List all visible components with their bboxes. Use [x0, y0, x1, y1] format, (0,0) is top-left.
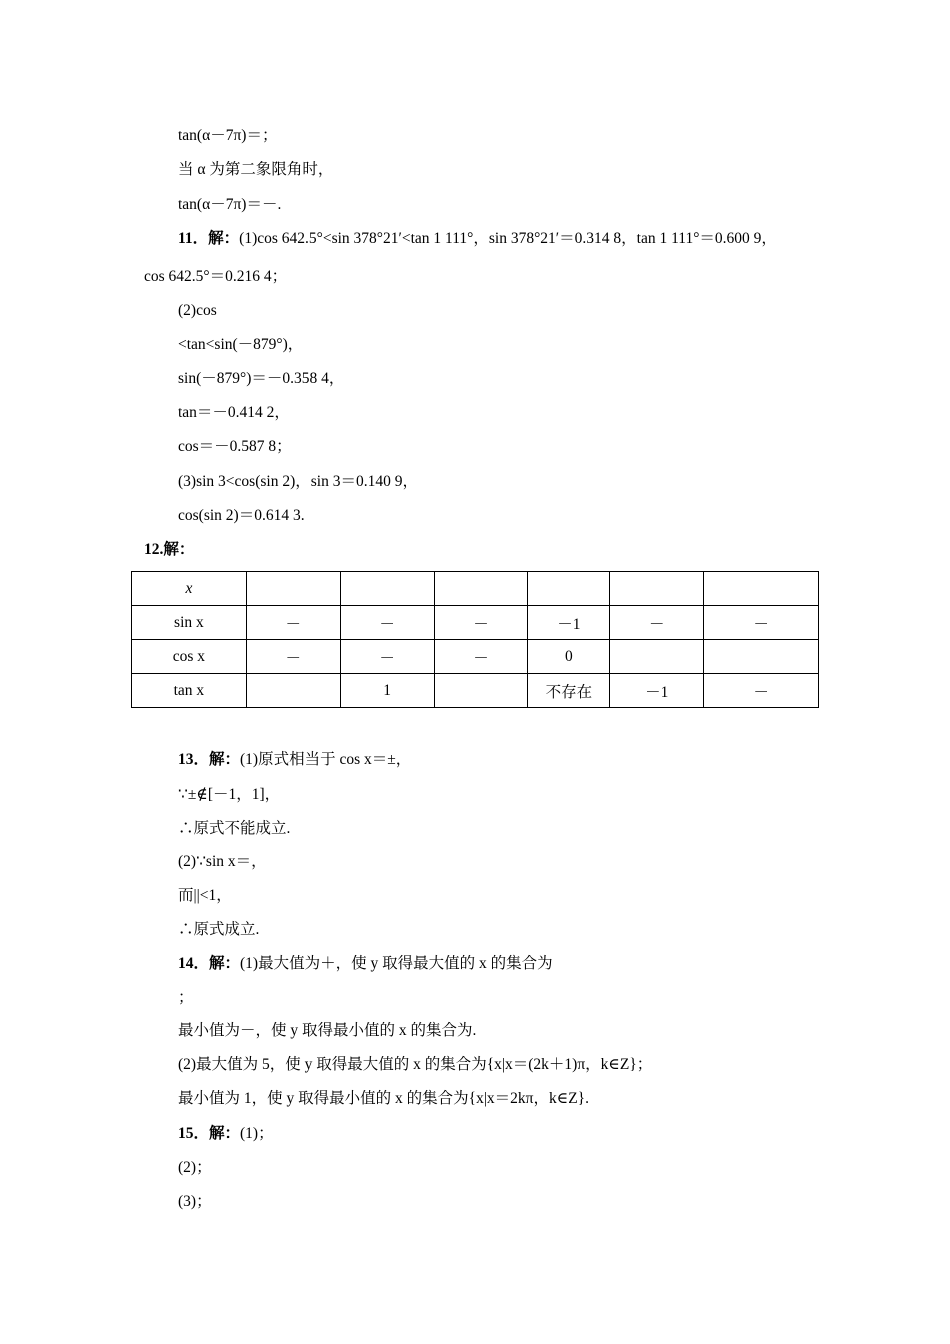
- table-cell: [246, 674, 340, 708]
- table-cell: [704, 640, 819, 674]
- table-cell: 0: [528, 640, 610, 674]
- trig-values-table: [131, 571, 819, 708]
- table-cell: 不存在: [528, 674, 610, 708]
- text-line: cos(sin 2)＝0.614 3.: [178, 507, 305, 524]
- table-cell: －: [704, 674, 819, 708]
- table-cell: －1: [610, 674, 704, 708]
- table-row: [132, 572, 819, 606]
- table-cell: －: [340, 606, 434, 640]
- text-line: ∵±∉[－1，1]，: [178, 786, 281, 803]
- table-cell: －: [246, 606, 340, 640]
- table-row: [132, 606, 819, 640]
- text-line: (3)；: [178, 1193, 212, 1210]
- table-cell: [434, 674, 528, 708]
- text-line: tan＝－0.414 2，: [178, 404, 290, 421]
- table-cell: [704, 572, 819, 606]
- table-cell: 1: [340, 674, 434, 708]
- text-line: (2)；: [178, 1159, 212, 1176]
- problem-12-label: 12.解：: [144, 541, 195, 558]
- table-cell: －: [434, 640, 528, 674]
- text-line: tan(α－7π)＝－.: [178, 196, 282, 213]
- table-header-cell: cos x: [132, 640, 247, 674]
- text-line: 最小值为 1，使 y 取得最小值的 x 的集合为{x|x＝2kπ，k∈Z}.: [178, 1090, 590, 1107]
- table-row: [132, 640, 819, 674]
- problem-15-text: (1)；: [240, 1125, 274, 1142]
- text-line: cos＝－0.587 8；: [178, 438, 292, 455]
- problem-11-first-line: [178, 229, 777, 249]
- table-cell: －: [434, 606, 528, 640]
- problem-11-text: (1)cos 642.5°<sin 378°21′<tan 1 111°，sin 378°21′＝0.314 8，tan 1 111°＝0.600 9，: [239, 230, 777, 247]
- table-cell: [528, 572, 610, 606]
- table-cell: [434, 572, 528, 606]
- problem-15-label: 15．解：: [178, 1125, 241, 1142]
- problem-14-text: (1)最大值为＋，使 y 取得最大值的 x 的集合为: [240, 955, 553, 972]
- text-line: (2)最大值为 5，使 y 取得最大值的 x 的集合为{x|x＝(2k＋1)π，k∈Z}；: [178, 1056, 653, 1073]
- table-cell: [610, 640, 704, 674]
- text-line: 当 α 为第二象限角时，: [178, 161, 334, 178]
- problem-11-label: 11．解：: [178, 230, 240, 247]
- problem-14-label: 14．解：: [178, 955, 241, 972]
- text-line: ；: [178, 989, 194, 1006]
- problem-13-first-line: [178, 750, 411, 770]
- table-cell: [340, 572, 434, 606]
- text-line: (3)sin 3<cos(sin 2)，sin 3＝0.140 9，: [178, 473, 418, 490]
- text-line: tan(α－7π)＝；: [178, 127, 278, 144]
- table-cell: [610, 572, 704, 606]
- problem-14-first-line: [178, 954, 553, 974]
- table-cell: －: [610, 606, 704, 640]
- table-cell: －1: [528, 606, 610, 640]
- text-line: 最小值为－，使 y 取得最小值的 x 的集合为.: [178, 1022, 477, 1039]
- text-line: sin(－879°)＝－0.358 4，: [178, 370, 345, 387]
- table-header-cell: tan x: [132, 674, 247, 708]
- text-line: (2)∵sin x＝，: [178, 853, 267, 870]
- table-header-cell: sin x: [132, 606, 247, 640]
- problem-13-label: 13．解：: [178, 751, 241, 768]
- text-line: 而||<1，: [178, 887, 232, 904]
- table-cell: [246, 572, 340, 606]
- table-header-cell: x: [132, 572, 247, 606]
- text-line: ∴原式不能成立.: [178, 820, 291, 837]
- text-line: (2)cos: [178, 302, 217, 319]
- table-row: [132, 674, 819, 708]
- text-line: <tan<sin(－879°)，: [178, 336, 304, 353]
- table-cell: －: [246, 640, 340, 674]
- problem-15-first-line: [178, 1124, 274, 1144]
- problem-13-text: (1)原式相当于 cos x＝±，: [240, 751, 412, 768]
- text-line: cos 642.5°＝0.216 4；: [144, 268, 288, 285]
- table-cell: －: [704, 606, 819, 640]
- text-line: ∴原式成立.: [178, 921, 260, 938]
- table-cell: －: [340, 640, 434, 674]
